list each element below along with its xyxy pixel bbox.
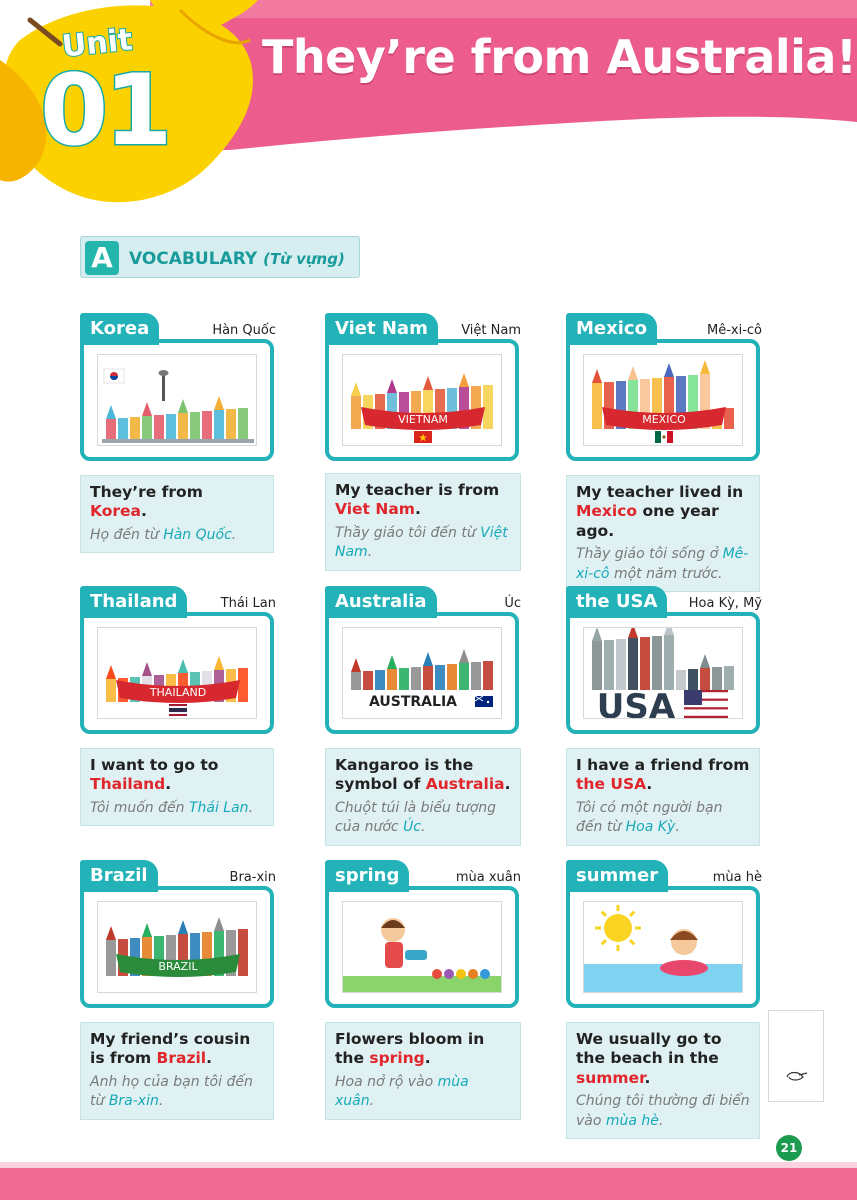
section-title	[129, 249, 345, 269]
vocab-card	[325, 586, 521, 838]
vocab-image-frame	[325, 339, 519, 461]
example-en-keyword: Brazil	[156, 1049, 207, 1068]
example-vn-part: Họ đến từ	[90, 526, 164, 543]
example-en-keyword: summer	[576, 1068, 645, 1087]
vocabulary-section-label	[80, 236, 360, 278]
example-sentence-box	[80, 1022, 274, 1120]
banner-text: AUSTRALIA	[369, 694, 457, 710]
section-letter-badge: A	[85, 241, 119, 275]
example-en-part: one year ago.	[576, 502, 719, 540]
example-english	[576, 1030, 750, 1088]
vocab-translation: Úc	[504, 596, 521, 611]
example-vn-keyword: Việt Nam	[335, 524, 508, 561]
vocab-picture	[342, 354, 502, 446]
section-title-text: VOCABULARY	[129, 249, 258, 269]
example-en-keyword: Korea	[90, 502, 142, 521]
example-english	[90, 1030, 264, 1069]
vocab-picture	[97, 627, 257, 719]
example-en-part: My teacher lived in	[576, 483, 744, 501]
example-vn-part: Tôi muốn đến	[90, 799, 189, 816]
vocab-picture	[583, 901, 743, 993]
vocab-card	[566, 586, 762, 838]
girl-swimming-sun-illustration	[584, 902, 743, 993]
vocab-image-frame	[80, 339, 274, 461]
example-vn-part: .	[421, 819, 426, 836]
example-sentence-box	[325, 1022, 521, 1120]
example-en-part: .	[644, 1068, 651, 1087]
example-vn-part: .	[658, 1112, 664, 1129]
example-vietnamese	[335, 1073, 511, 1112]
example-vn-keyword: Thái Lan	[188, 799, 249, 816]
vocab-picture	[583, 354, 743, 446]
banner-text: MEXICO	[642, 413, 686, 426]
vocab-translation: Việt Nam	[461, 323, 521, 338]
example-vn-part: Thầy giáo tôi sống ở	[576, 546, 723, 563]
vocab-picture	[97, 901, 257, 993]
vocab-image-frame	[325, 886, 519, 1008]
vocab-card	[566, 860, 762, 1129]
example-vn-part: Chúng tôi thường đi biển vào	[576, 1093, 750, 1129]
example-vn-keyword: Úc	[403, 819, 422, 836]
page-header	[0, 0, 857, 170]
vocab-image-frame	[80, 886, 274, 1008]
vocab-image-frame	[566, 886, 760, 1008]
example-en-keyword: the USA	[576, 775, 647, 794]
example-vn-part: .	[158, 1093, 164, 1110]
pencil-note-icon	[769, 1011, 825, 1103]
example-vietnamese	[335, 799, 511, 838]
example-en-part: I want to go to	[90, 756, 219, 774]
usa-landmarks-illustration	[584, 628, 743, 719]
example-en-part: Kangaroo is the symbol of	[335, 756, 474, 794]
example-vn-part: .	[248, 799, 254, 816]
girl-watering-flowers-illustration	[343, 902, 502, 993]
vietnam-landmarks-illustration	[343, 355, 502, 446]
vocab-word: Australia	[325, 586, 437, 618]
example-en-part: .	[646, 775, 653, 794]
example-vn-keyword: mùa xuân	[335, 1073, 469, 1110]
vocab-word: Viet Nam	[325, 313, 438, 345]
vocab-card	[80, 586, 276, 818]
vocab-word: Thailand	[80, 586, 187, 618]
example-english	[335, 481, 511, 520]
vocab-word: summer	[566, 860, 668, 892]
vocab-word: the USA	[566, 586, 667, 618]
vocab-translation: mùa xuân	[455, 870, 521, 885]
vocab-picture	[97, 354, 257, 446]
banner-text: BRAZIL	[158, 960, 198, 973]
vocab-card	[325, 313, 521, 565]
example-en-part: Flowers bloom in the	[335, 1030, 485, 1068]
example-vn-part: Tôi có một người bạn đến từ	[576, 799, 723, 836]
footer-band	[0, 1168, 857, 1200]
example-en-part: They’re from	[90, 483, 203, 501]
vocab-picture	[583, 627, 743, 719]
mexico-landmarks-illustration	[584, 355, 743, 446]
vocab-word: Brazil	[80, 860, 158, 892]
vocab-translation: mùa hè	[712, 870, 762, 885]
example-en-part: I have a friend from	[576, 756, 750, 774]
vocab-image-frame	[566, 339, 760, 461]
example-english	[335, 756, 511, 795]
example-vn-keyword: Hàn Quốc	[163, 526, 232, 543]
unit-label: Unit	[60, 22, 134, 65]
example-en-part: .	[504, 775, 511, 794]
banner-text: USA	[596, 687, 676, 719]
vocab-word: Korea	[80, 313, 159, 345]
example-en-keyword: Thailand	[90, 775, 166, 794]
vocab-translation: Mê-xi-cô	[706, 323, 762, 338]
example-vn-part: một năm trước.	[609, 565, 723, 582]
example-en-keyword: Mexico	[576, 502, 638, 521]
example-vietnamese	[335, 524, 511, 563]
example-english	[576, 756, 750, 795]
brazil-landmarks-illustration	[98, 902, 257, 993]
example-english	[576, 483, 750, 541]
example-sentence-box	[80, 748, 274, 826]
example-en-keyword: Australia	[425, 775, 505, 794]
example-vietnamese	[576, 799, 750, 838]
example-vn-part: .	[231, 526, 237, 543]
example-vn-part: Hoa nở rộ vào	[335, 1073, 438, 1090]
example-vn-keyword: Hoa Kỳ	[625, 819, 676, 836]
vocab-translation: Hàn Quốc	[212, 323, 276, 338]
australia-landmarks-illustration	[343, 628, 502, 719]
vocab-card	[325, 860, 521, 1112]
example-vn-part: .	[367, 544, 373, 561]
banner-text: THAILAND	[149, 686, 207, 699]
example-en-keyword: spring	[369, 1049, 425, 1068]
example-vn-part: .	[369, 1093, 375, 1110]
example-vietnamese	[90, 1073, 264, 1112]
vocab-translation: Thái Lan	[220, 596, 276, 611]
example-en-part: My friend’s cousin is from	[90, 1030, 251, 1068]
banner-text: VIETNAM	[398, 413, 448, 426]
example-en-part: .	[424, 1049, 431, 1068]
example-vn-keyword: mùa hè	[605, 1112, 659, 1129]
example-vn-part: .	[675, 819, 680, 836]
vocab-card	[80, 313, 276, 543]
example-vietnamese	[576, 1092, 750, 1131]
example-vn-keyword: Mê-xi-cô	[576, 546, 749, 582]
vocab-image-frame	[80, 612, 274, 734]
example-sentence-box	[325, 748, 521, 846]
vocab-picture	[342, 901, 502, 993]
example-vn-part: Anh họ của bạn tôi đến từ	[90, 1073, 253, 1110]
vocab-picture	[342, 627, 502, 719]
example-sentence-box	[80, 475, 274, 553]
vocab-card	[80, 860, 276, 1112]
example-en-part: .	[206, 1049, 212, 1068]
page-number: 21	[776, 1135, 802, 1161]
example-vn-part: Chuột túi là biểu tượng của nước	[335, 799, 497, 836]
example-en-part: .	[141, 502, 147, 521]
example-english	[90, 483, 264, 522]
example-sentence-box	[566, 1022, 760, 1139]
page-title: They’re from Australia!	[262, 30, 857, 84]
section-subtitle: (Từ vựng)	[263, 250, 345, 268]
example-vietnamese	[576, 545, 750, 584]
example-sentence-box	[566, 748, 760, 846]
example-sentence-box	[566, 475, 760, 592]
vocab-translation: Hoa Kỳ, Mỹ	[688, 596, 762, 611]
example-english	[90, 756, 264, 795]
vocab-image-frame	[325, 612, 519, 734]
example-en-part: .	[414, 500, 421, 519]
example-en-part: .	[165, 775, 172, 794]
example-vietnamese	[90, 799, 264, 819]
example-english	[335, 1030, 511, 1069]
unit-number: 01	[40, 54, 169, 168]
example-vn-keyword: Bra-xin	[108, 1093, 159, 1110]
vocab-word: spring	[325, 860, 409, 892]
example-sentence-box	[325, 473, 521, 571]
example-en-part: We usually go to the beach in the	[576, 1030, 722, 1068]
example-en-part: My teacher is from	[335, 481, 500, 499]
vocab-card	[566, 313, 762, 582]
margin-note-box	[768, 1010, 824, 1102]
example-en-keyword: Viet Nam	[335, 500, 415, 519]
example-vn-part: Thầy giáo tôi đến từ	[335, 524, 481, 541]
vocab-image-frame	[566, 612, 760, 734]
example-vietnamese	[90, 526, 264, 546]
vocab-translation: Bra-xin	[229, 870, 276, 885]
vocab-word: Mexico	[566, 313, 657, 345]
korea-skyline-illustration	[98, 355, 257, 446]
thailand-landmarks-illustration	[98, 628, 257, 719]
